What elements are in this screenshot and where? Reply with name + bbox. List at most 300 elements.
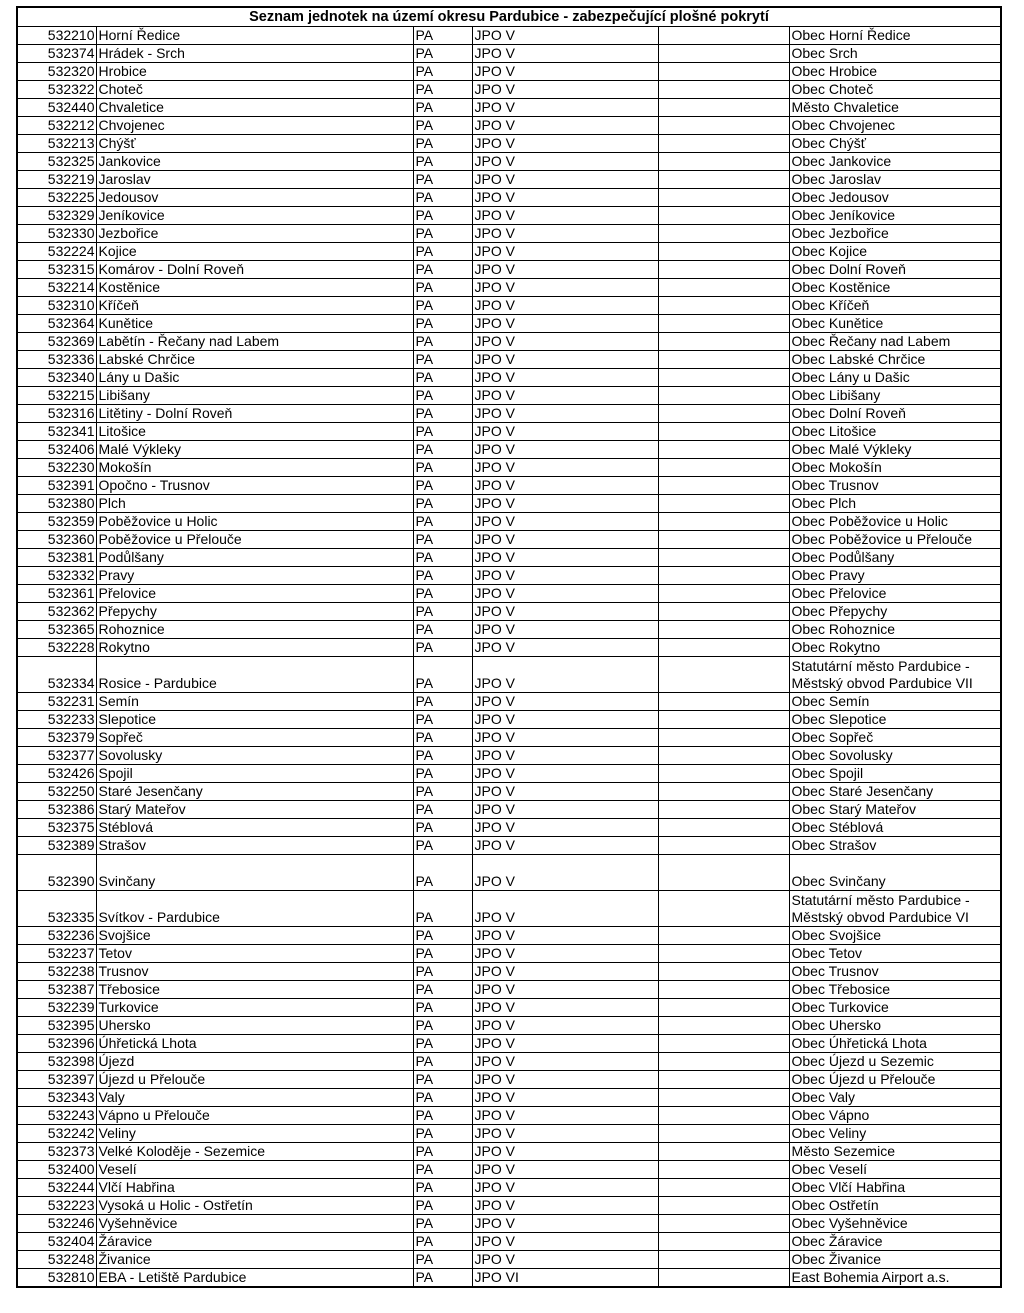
unit-name: Valy	[96, 1089, 413, 1107]
table-row	[17, 99, 1001, 117]
unit-code: 532391	[17, 477, 96, 495]
unit-code: 532325	[17, 153, 96, 171]
table-row	[17, 639, 1001, 657]
unit-code: 532237	[17, 945, 96, 963]
empty-cell	[658, 855, 789, 891]
unit-name: Uhersko	[96, 1017, 413, 1035]
unit-name: Tetov	[96, 945, 413, 963]
unit-code: 532238	[17, 963, 96, 981]
unit-owner: Obec Stéblová	[789, 819, 1001, 837]
table-row	[17, 945, 1001, 963]
district: PA	[413, 279, 472, 297]
unit-name: Živanice	[96, 1251, 413, 1269]
unit-name: Úhřetická Lhota	[96, 1035, 413, 1053]
unit-name: Pravy	[96, 567, 413, 585]
district: PA	[413, 369, 472, 387]
unit-name: Vlčí Habřina	[96, 1179, 413, 1197]
table-row	[17, 999, 1001, 1017]
table-row	[17, 1125, 1001, 1143]
empty-cell	[658, 63, 789, 81]
unit-code: 532398	[17, 1053, 96, 1071]
unit-code: 532212	[17, 117, 96, 135]
unit-code: 532369	[17, 333, 96, 351]
empty-cell	[658, 81, 789, 99]
empty-cell	[658, 693, 789, 711]
unit-owner: Obec Jaroslav	[789, 171, 1001, 189]
unit-owner: Obec Chvojenec	[789, 117, 1001, 135]
unit-name: Svítkov - Pardubice	[96, 891, 413, 927]
empty-cell	[658, 459, 789, 477]
district: PA	[413, 1143, 472, 1161]
district: PA	[413, 549, 472, 567]
empty-cell	[658, 1035, 789, 1053]
empty-cell	[658, 261, 789, 279]
unit-code: 532381	[17, 549, 96, 567]
unit-owner: Obec Vlčí Habřina	[789, 1179, 1001, 1197]
district: PA	[413, 207, 472, 225]
unit-name: Svojšice	[96, 927, 413, 945]
unit-category: JPO V	[472, 765, 658, 783]
empty-cell	[658, 1107, 789, 1125]
district: PA	[413, 45, 472, 63]
district: PA	[413, 1197, 472, 1215]
district: PA	[413, 27, 472, 45]
empty-cell	[658, 711, 789, 729]
unit-code: 532330	[17, 225, 96, 243]
empty-cell	[658, 171, 789, 189]
district: PA	[413, 243, 472, 261]
district: PA	[413, 1161, 472, 1179]
unit-category: JPO V	[472, 1017, 658, 1035]
unit-owner: Město Sezemice	[789, 1143, 1001, 1161]
empty-cell	[658, 477, 789, 495]
table-row	[17, 1089, 1001, 1107]
unit-name: Kunětice	[96, 315, 413, 333]
unit-owner: Obec Semín	[789, 693, 1001, 711]
unit-name: Rosice - Pardubice	[96, 657, 413, 693]
unit-category: JPO V	[472, 783, 658, 801]
unit-owner: Obec Jeníkovice	[789, 207, 1001, 225]
district: PA	[413, 387, 472, 405]
empty-cell	[658, 351, 789, 369]
unit-name: Újezd u Přelouče	[96, 1071, 413, 1089]
unit-code: 532236	[17, 927, 96, 945]
unit-owner: Obec Litošice	[789, 423, 1001, 441]
unit-code: 532395	[17, 1017, 96, 1035]
table-row	[17, 477, 1001, 495]
empty-cell	[658, 1179, 789, 1197]
unit-owner: Obec Veselí	[789, 1161, 1001, 1179]
unit-category: JPO V	[472, 441, 658, 459]
unit-name: Jedousov	[96, 189, 413, 207]
table-row	[17, 1035, 1001, 1053]
unit-category: JPO V	[472, 585, 658, 603]
table-row	[17, 135, 1001, 153]
table-row	[17, 225, 1001, 243]
unit-category: JPO V	[472, 189, 658, 207]
unit-code: 532315	[17, 261, 96, 279]
unit-category: JPO V	[472, 1035, 658, 1053]
district: PA	[413, 1035, 472, 1053]
unit-owner: Obec Turkovice	[789, 999, 1001, 1017]
unit-category: JPO V	[472, 207, 658, 225]
unit-category: JPO V	[472, 477, 658, 495]
table-row	[17, 891, 1001, 927]
table-row	[17, 1017, 1001, 1035]
district: PA	[413, 783, 472, 801]
unit-name: Lány u Dašic	[96, 369, 413, 387]
table-row	[17, 351, 1001, 369]
unit-name: Chvojenec	[96, 117, 413, 135]
unit-category: JPO V	[472, 1215, 658, 1233]
unit-owner: Obec Kříčeň	[789, 297, 1001, 315]
unit-owner: Obec Dolní Roveň	[789, 261, 1001, 279]
unit-category: JPO V	[472, 279, 658, 297]
unit-category: JPO V	[472, 621, 658, 639]
empty-cell	[658, 603, 789, 621]
table-row	[17, 45, 1001, 63]
table-row	[17, 153, 1001, 171]
district: PA	[413, 1269, 472, 1288]
unit-name: Semín	[96, 693, 413, 711]
unit-category: JPO V	[472, 747, 658, 765]
unit-name: Choteč	[96, 81, 413, 99]
unit-name: Žáravice	[96, 1233, 413, 1251]
district: PA	[413, 603, 472, 621]
unit-owner: Obec Trusnov	[789, 477, 1001, 495]
unit-category: JPO V	[472, 369, 658, 387]
table-row	[17, 567, 1001, 585]
empty-cell	[658, 729, 789, 747]
unit-category: JPO V	[472, 1143, 658, 1161]
unit-code: 532332	[17, 567, 96, 585]
unit-category: JPO V	[472, 117, 658, 135]
unit-owner: Město Chvaletice	[789, 99, 1001, 117]
unit-category: JPO V	[472, 1125, 658, 1143]
empty-cell	[658, 1269, 789, 1288]
unit-name: Turkovice	[96, 999, 413, 1017]
empty-cell	[658, 243, 789, 261]
unit-owner: Obec Kostěnice	[789, 279, 1001, 297]
unit-code: 532320	[17, 63, 96, 81]
table-row	[17, 513, 1001, 531]
unit-code: 532426	[17, 765, 96, 783]
unit-category: JPO V	[472, 27, 658, 45]
district: PA	[413, 693, 472, 711]
district: PA	[413, 441, 472, 459]
unit-name: Přelovice	[96, 585, 413, 603]
unit-owner: Obec Labské Chrčice	[789, 351, 1001, 369]
unit-name: Svinčany	[96, 855, 413, 891]
unit-category: JPO V	[472, 387, 658, 405]
empty-cell	[658, 783, 789, 801]
unit-code: 532336	[17, 351, 96, 369]
unit-category: JPO V	[472, 819, 658, 837]
district: PA	[413, 837, 472, 855]
unit-name: Jankovice	[96, 153, 413, 171]
empty-cell	[658, 405, 789, 423]
district: PA	[413, 189, 472, 207]
unit-category: JPO V	[472, 1071, 658, 1089]
district: PA	[413, 567, 472, 585]
unit-code: 532396	[17, 1035, 96, 1053]
unit-code: 532400	[17, 1161, 96, 1179]
unit-name: Kojice	[96, 243, 413, 261]
empty-cell	[658, 153, 789, 171]
unit-category: JPO V	[472, 63, 658, 81]
unit-category: JPO V	[472, 351, 658, 369]
empty-cell	[658, 369, 789, 387]
empty-cell	[658, 531, 789, 549]
unit-name: Spojil	[96, 765, 413, 783]
unit-category: JPO V	[472, 333, 658, 351]
empty-cell	[658, 1017, 789, 1035]
unit-category: JPO V	[472, 99, 658, 117]
unit-name: Újezd	[96, 1053, 413, 1071]
table-row	[17, 1215, 1001, 1233]
district: PA	[413, 153, 472, 171]
table-row	[17, 1161, 1001, 1179]
table-row	[17, 1233, 1001, 1251]
district: PA	[413, 63, 472, 81]
unit-category: JPO V	[472, 531, 658, 549]
table-row	[17, 927, 1001, 945]
table-row	[17, 261, 1001, 279]
empty-cell	[658, 1053, 789, 1071]
empty-cell	[658, 513, 789, 531]
unit-owner: Obec Podůlšany	[789, 549, 1001, 567]
unit-owner: Obec Poběžovice u Holic	[789, 513, 1001, 531]
table-title: Seznam jednotek na území okresu Pardubice - zabezpečující plošné pokrytí	[17, 7, 1001, 27]
district: PA	[413, 171, 472, 189]
unit-code: 532406	[17, 441, 96, 459]
table-row	[17, 801, 1001, 819]
empty-cell	[658, 1125, 789, 1143]
unit-code: 532365	[17, 621, 96, 639]
unit-category: JPO V	[472, 549, 658, 567]
unit-owner: Obec Strašov	[789, 837, 1001, 855]
unit-owner: Obec Poběžovice u Přelouče	[789, 531, 1001, 549]
table-row	[17, 1071, 1001, 1089]
district: PA	[413, 963, 472, 981]
empty-cell	[658, 765, 789, 783]
empty-cell	[658, 927, 789, 945]
unit-name: Staré Jesenčany	[96, 783, 413, 801]
table-row	[17, 1251, 1001, 1269]
district: PA	[413, 81, 472, 99]
unit-name: Libišany	[96, 387, 413, 405]
unit-category: JPO V	[472, 693, 658, 711]
unit-category: JPO V	[472, 1161, 658, 1179]
unit-code: 532343	[17, 1089, 96, 1107]
table-row	[17, 1269, 1001, 1288]
table-row	[17, 27, 1001, 45]
unit-owner: Obec Uhersko	[789, 1017, 1001, 1035]
unit-owner: Obec Choteč	[789, 81, 1001, 99]
table-row	[17, 279, 1001, 297]
district: PA	[413, 999, 472, 1017]
unit-category: JPO V	[472, 837, 658, 855]
unit-name: Plch	[96, 495, 413, 513]
unit-code: 532219	[17, 171, 96, 189]
unit-owner: Obec Sovolusky	[789, 747, 1001, 765]
unit-category: JPO V	[472, 567, 658, 585]
empty-cell	[658, 657, 789, 693]
unit-owner: Obec Pravy	[789, 567, 1001, 585]
district: PA	[413, 1071, 472, 1089]
unit-name: Jaroslav	[96, 171, 413, 189]
unit-name: Stéblová	[96, 819, 413, 837]
unit-code: 532210	[17, 27, 96, 45]
district: PA	[413, 261, 472, 279]
district: PA	[413, 801, 472, 819]
district: PA	[413, 135, 472, 153]
table-row	[17, 765, 1001, 783]
unit-category: JPO V	[472, 963, 658, 981]
table-row	[17, 243, 1001, 261]
unit-name: Podůlšany	[96, 549, 413, 567]
table-row	[17, 747, 1001, 765]
unit-name: Litošice	[96, 423, 413, 441]
unit-category: JPO V	[472, 243, 658, 261]
district: PA	[413, 333, 472, 351]
unit-code: 532374	[17, 45, 96, 63]
unit-code: 532214	[17, 279, 96, 297]
empty-cell	[658, 1197, 789, 1215]
district: PA	[413, 819, 472, 837]
unit-code: 532364	[17, 315, 96, 333]
unit-category: JPO V	[472, 405, 658, 423]
unit-code: 532386	[17, 801, 96, 819]
empty-cell	[658, 1089, 789, 1107]
unit-code: 532440	[17, 99, 96, 117]
unit-name: Kříčeň	[96, 297, 413, 315]
unit-owner: Obec Kojice	[789, 243, 1001, 261]
unit-code: 532334	[17, 657, 96, 693]
unit-category: JPO V	[472, 81, 658, 99]
unit-category: JPO V	[472, 1053, 658, 1071]
unit-name: Rokytno	[96, 639, 413, 657]
unit-category: JPO VI	[472, 1269, 658, 1288]
unit-name: Jeníkovice	[96, 207, 413, 225]
unit-name: Labětín - Řečany nad Labem	[96, 333, 413, 351]
district: PA	[413, 1215, 472, 1233]
unit-code: 532397	[17, 1071, 96, 1089]
unit-category: JPO V	[472, 1107, 658, 1125]
unit-name: Komárov - Dolní Roveň	[96, 261, 413, 279]
district: PA	[413, 1125, 472, 1143]
unit-code: 532223	[17, 1197, 96, 1215]
unit-code: 532362	[17, 603, 96, 621]
unit-category: JPO V	[472, 423, 658, 441]
table-row	[17, 1197, 1001, 1215]
unit-code: 532250	[17, 783, 96, 801]
unit-owner: Obec Ostřetín	[789, 1197, 1001, 1215]
unit-category: JPO V	[472, 495, 658, 513]
unit-code: 532316	[17, 405, 96, 423]
unit-category: JPO V	[472, 927, 658, 945]
units-table	[16, 6, 1002, 1288]
unit-code: 532228	[17, 639, 96, 657]
unit-name: Třebosice	[96, 981, 413, 999]
unit-category: JPO V	[472, 801, 658, 819]
unit-name: Slepotice	[96, 711, 413, 729]
district: PA	[413, 423, 472, 441]
district: PA	[413, 531, 472, 549]
unit-category: JPO V	[472, 45, 658, 63]
table-row	[17, 1143, 1001, 1161]
table-row	[17, 171, 1001, 189]
unit-owner: Obec Jedousov	[789, 189, 1001, 207]
empty-cell	[658, 207, 789, 225]
unit-category: JPO V	[472, 513, 658, 531]
unit-name: Mokošín	[96, 459, 413, 477]
table-row	[17, 963, 1001, 981]
empty-cell	[658, 387, 789, 405]
unit-owner: Statutární město Pardubice - Městský obvod Pardubice VII	[789, 657, 1001, 693]
unit-category: JPO V	[472, 171, 658, 189]
unit-code: 532335	[17, 891, 96, 927]
unit-owner: Obec Rohoznice	[789, 621, 1001, 639]
unit-name: Vápno u Přelouče	[96, 1107, 413, 1125]
unit-name: Litětiny - Dolní Roveň	[96, 405, 413, 423]
unit-name: Vysoká u Holic - Ostřetín	[96, 1197, 413, 1215]
unit-owner: Obec Libišany	[789, 387, 1001, 405]
unit-code: 532329	[17, 207, 96, 225]
empty-cell	[658, 27, 789, 45]
empty-cell	[658, 837, 789, 855]
unit-category: JPO V	[472, 639, 658, 657]
unit-owner: Obec Jezbořice	[789, 225, 1001, 243]
unit-owner: Obec Rokytno	[789, 639, 1001, 657]
district: PA	[413, 765, 472, 783]
unit-code: 532244	[17, 1179, 96, 1197]
table-row	[17, 819, 1001, 837]
unit-name: Sopřeč	[96, 729, 413, 747]
unit-category: JPO V	[472, 315, 658, 333]
unit-category: JPO V	[472, 1179, 658, 1197]
table-row	[17, 585, 1001, 603]
table-row	[17, 549, 1001, 567]
table-row	[17, 423, 1001, 441]
unit-owner: Obec Újezd u Přelouče	[789, 1071, 1001, 1089]
empty-cell	[658, 585, 789, 603]
table-row	[17, 63, 1001, 81]
empty-cell	[658, 981, 789, 999]
district: PA	[413, 99, 472, 117]
title-row	[17, 7, 1001, 27]
unit-name: Velké Koloděje - Sezemice	[96, 1143, 413, 1161]
unit-owner: Obec Slepotice	[789, 711, 1001, 729]
unit-name: Chvaletice	[96, 99, 413, 117]
unit-owner: Obec Starý Mateřov	[789, 801, 1001, 819]
empty-cell	[658, 801, 789, 819]
unit-owner: Obec Sopřeč	[789, 729, 1001, 747]
table-row	[17, 855, 1001, 891]
unit-owner: Obec Staré Jesenčany	[789, 783, 1001, 801]
empty-cell	[658, 891, 789, 927]
unit-name: EBA - Letiště Pardubice	[96, 1269, 413, 1288]
empty-cell	[658, 333, 789, 351]
unit-name: Hrádek - Srch	[96, 45, 413, 63]
unit-name: Hrobice	[96, 63, 413, 81]
empty-cell	[658, 945, 789, 963]
empty-cell	[658, 999, 789, 1017]
unit-name: Strašov	[96, 837, 413, 855]
unit-code: 532322	[17, 81, 96, 99]
table-row	[17, 495, 1001, 513]
empty-cell	[658, 1071, 789, 1089]
